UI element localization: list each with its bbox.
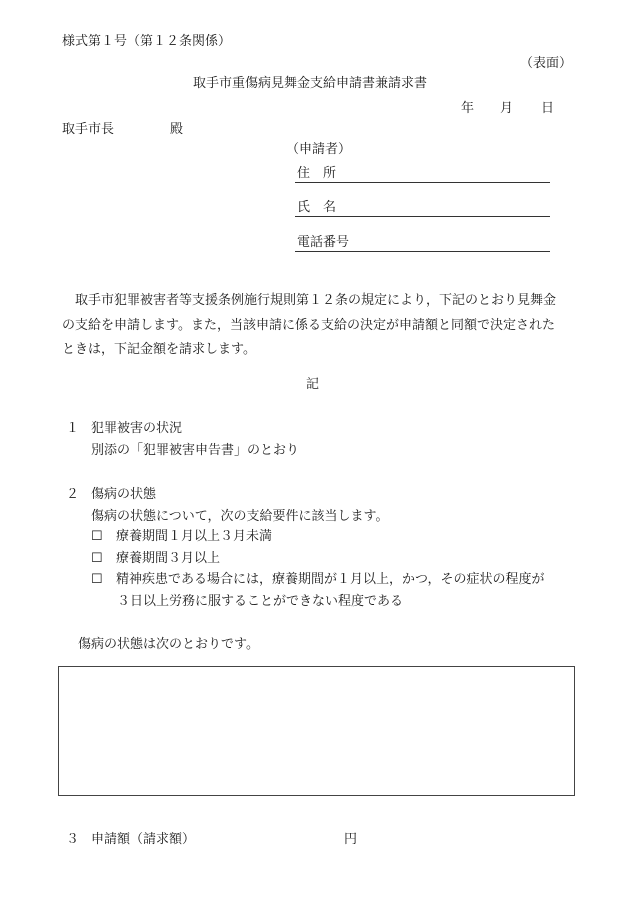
checkbox-option-1[interactable] <box>91 529 272 545</box>
checkbox-icon[interactable]: ☐ <box>91 551 103 566</box>
phone-field[interactable] <box>295 233 550 252</box>
section3-heading: 申請額（請求額） <box>91 832 196 847</box>
addressee-name: 取手市長 <box>62 122 115 137</box>
option-1-label: 療養期間１月以上３月未満 <box>116 529 273 544</box>
address-field[interactable] <box>295 164 550 183</box>
section1-number: １ <box>66 421 80 436</box>
date-day-label: 日 <box>541 101 555 116</box>
date-year-label: 年 <box>461 101 475 116</box>
side-label: （表面） <box>520 56 573 71</box>
section1-heading: 犯罪被害の状況 <box>91 421 183 436</box>
name-label: 氏 名 <box>297 200 337 215</box>
address-label: 住 所 <box>297 166 337 181</box>
name-field[interactable] <box>295 198 550 217</box>
section3-number: ３ <box>66 832 80 847</box>
checkbox-icon[interactable]: ☐ <box>91 572 103 587</box>
checkbox-option-3[interactable] <box>91 572 544 588</box>
intro-paragraph: 取手市犯罪被害者等支援条例施行規則第１２条の規定により，下記のとおり見舞金の支給を申請します。また，当該申請に係る支給の決定が申請額と同額で決定されたときは，下記金額を請求します。 <box>62 293 557 357</box>
option-3-continuation: ３日以上労務に服することができない程度である <box>117 594 404 609</box>
applicant-heading: （申請者） <box>286 142 352 157</box>
addressee-honorific: 殿 <box>170 122 184 137</box>
section2-heading: 傷病の状態 <box>91 487 157 502</box>
section2-number: ２ <box>66 487 80 502</box>
checkbox-option-2[interactable] <box>91 551 220 567</box>
option-3-label: 精神疾患である場合には，療養期間が１月以上，かつ，その症状の程度が <box>116 572 545 587</box>
injury-state-value <box>59 667 574 683</box>
state-label: 傷病の状態は次のとおりです。 <box>78 637 259 652</box>
section2-lead: 傷病の状態について，次の支給要件に該当します。 <box>91 509 389 524</box>
ki-marker: 記 <box>306 377 320 392</box>
injury-state-box[interactable] <box>58 666 575 796</box>
option-2-label: 療養期間３月以上 <box>116 551 221 566</box>
date-month-label: 月 <box>500 101 514 116</box>
form-number: 様式第１号（第１２条関係） <box>62 34 232 49</box>
checkbox-icon[interactable]: ☐ <box>91 529 103 544</box>
amount-unit: 円 <box>344 832 358 847</box>
form-title: 取手市重傷病見舞金支給申請書兼請求書 <box>193 76 428 91</box>
phone-label: 電話番号 <box>297 235 350 250</box>
section1-body: 別添の「犯罪被害申告書」のとおり <box>91 443 300 458</box>
